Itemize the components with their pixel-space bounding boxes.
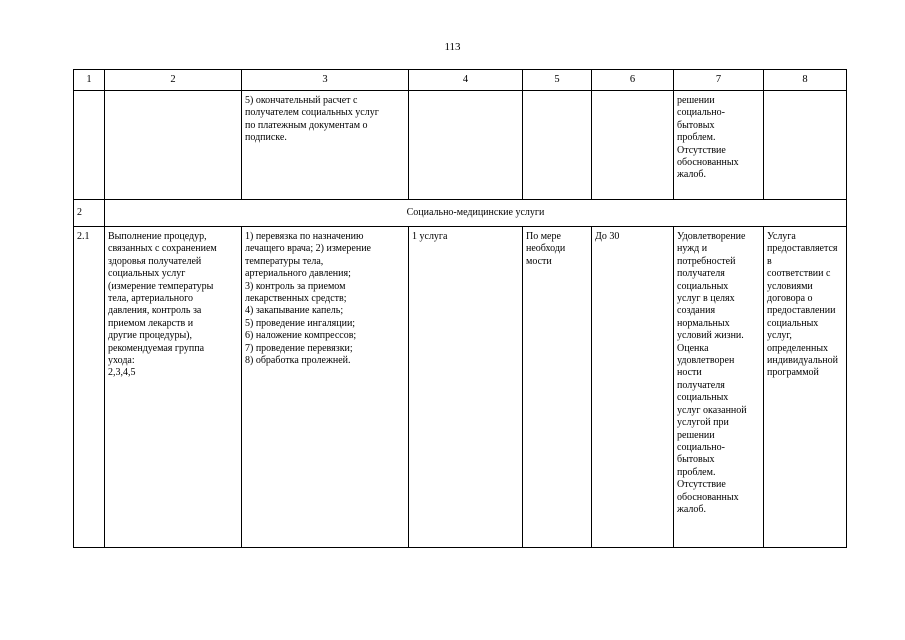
header-cell-1: 1 bbox=[74, 70, 105, 91]
cell-empty bbox=[74, 91, 105, 200]
header-cell-6: 6 bbox=[592, 70, 674, 91]
section-row bbox=[74, 200, 847, 227]
cell-service-content: 5) окончательный расчет с получателем социальных услуг по платежным документам о подписке. bbox=[242, 91, 409, 200]
table-row-continuation bbox=[74, 91, 847, 200]
header-cell-2: 2 bbox=[105, 70, 242, 91]
cell-service-name: Выполнение процедур, связанных с сохранением здоровья получателей социальных услуг (измерение температуры тела, артериального давления, контроль за приемом лекарств и другие процедуры), рекомендуемая группа ухода: 2,3,4,5 bbox=[105, 227, 242, 548]
cell-empty bbox=[105, 91, 242, 200]
cell-quality: Удовлетворение нужд и потребностей получателя социальных услуг в целях создания нормальных условий жизни. Оценка удовлетворен ности получателя социальных услуг оказанной услугой при решении социально- бытовых проблем. Отсутствие обоснованных жалоб. bbox=[674, 227, 764, 548]
cell-empty bbox=[592, 91, 674, 200]
page-number: 113 bbox=[444, 41, 461, 53]
cell-quality: решении социально- бытовых проблем. Отсутствие обоснованных жалоб. bbox=[674, 91, 764, 200]
cell-term: До 30 bbox=[592, 227, 674, 548]
table-header-row bbox=[74, 70, 847, 91]
header-cell-3: 3 bbox=[242, 70, 409, 91]
cell-service-content: 1) перевязка по назначению лечащего врача; 2) измерение температуры тела, артериального давления; 3) контроль за приемом лекарственных средств; 4) закапывание капель; 5) проведение ингаляции; 6) наложение компрессов; 7) проведение перевязки; 8) обработка пролежней. bbox=[242, 227, 409, 548]
cell-conditions: Услуга предоставляется в соответствии с условиями договора о предоставлении социальных услуг, определенных индивидуальной программой bbox=[764, 227, 847, 548]
header-cell-8: 8 bbox=[764, 70, 847, 91]
cell-periodicity: По мере необходи мости bbox=[523, 227, 592, 548]
section-number: 2 bbox=[74, 200, 105, 227]
cell-empty bbox=[764, 91, 847, 200]
row-number: 2.1 bbox=[74, 227, 105, 548]
header-cell-4: 4 bbox=[409, 70, 523, 91]
cell-unit: 1 услуга bbox=[409, 227, 523, 548]
header-cell-5: 5 bbox=[523, 70, 592, 91]
cell-empty bbox=[523, 91, 592, 200]
section-title: Социально-медицинские услуги bbox=[105, 200, 847, 227]
header-cell-7: 7 bbox=[674, 70, 764, 91]
cell-empty bbox=[409, 91, 523, 200]
table-row-2-1 bbox=[74, 227, 847, 548]
services-table bbox=[73, 69, 847, 548]
